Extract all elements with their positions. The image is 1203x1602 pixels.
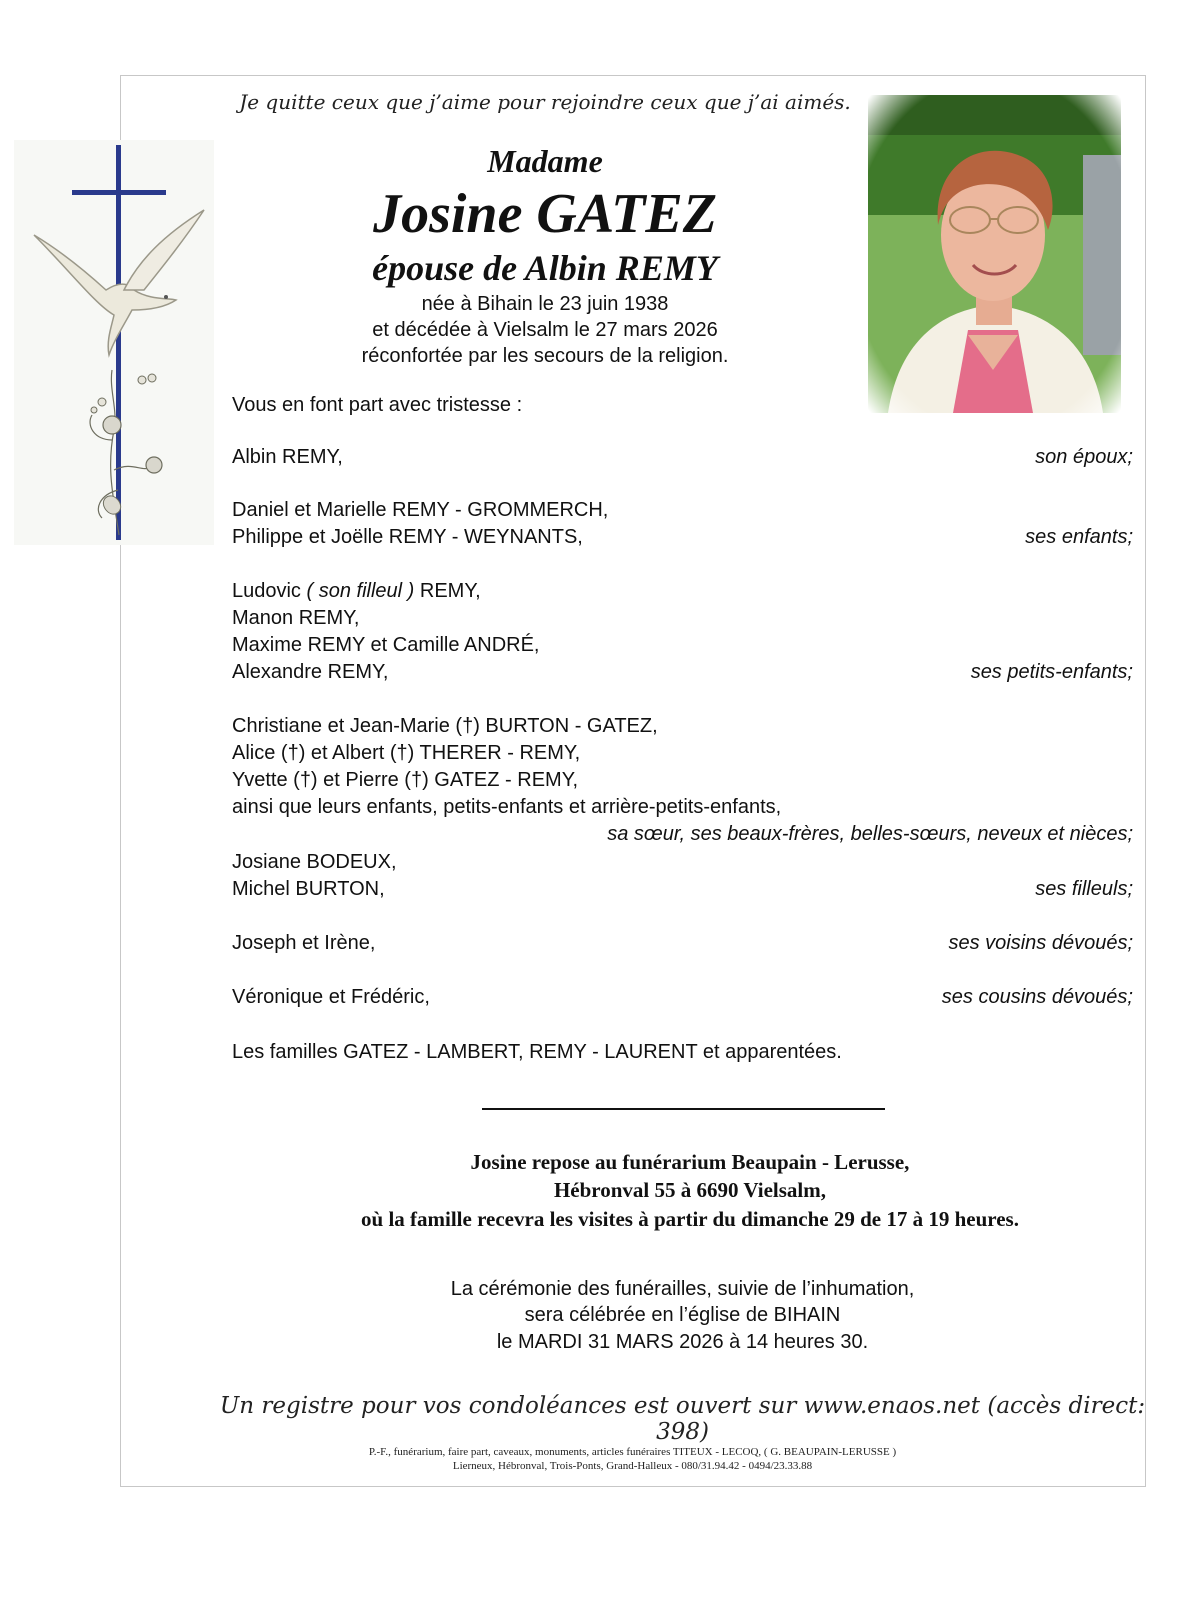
family-line: Daniel et Marielle REMY - GROMMERCH, xyxy=(232,499,609,521)
intro-text: Vous en font part avec tristesse : xyxy=(232,394,523,416)
family-line: Yvette (†) et Pierre (†) GATEZ - REMY, xyxy=(232,769,579,791)
funeral-home-contacts: Lierneux, Hébronval, Trois-Ponts, Grand-Halleux - 080/31.94.42 - 0494/23.33.88 xyxy=(452,1460,813,1472)
family-line: ainsi que leurs enfants, petits-enfants et arrière-petits-enfants, xyxy=(232,796,782,818)
family-name: Ludovic xyxy=(232,580,307,602)
epitaph-quote: Je quitte ceux que j’aime pour rejoindre ceux que j’ai aimés. xyxy=(239,90,851,114)
family-line: Maxime REMY et Camille ANDRÉ, xyxy=(232,634,540,656)
portrait-photo xyxy=(868,95,1121,413)
relation-label: son époux; xyxy=(1035,446,1133,468)
separator-rule xyxy=(482,1108,885,1110)
family-name: REMY, xyxy=(414,580,481,602)
ceremony-line: La cérémonie des funérailles, suivie de l’inhumation, xyxy=(450,1278,915,1300)
ceremony-line: le MARDI 31 MARS 2026 à 14 heures 30. xyxy=(496,1331,869,1353)
title-madame: Madame xyxy=(487,143,603,179)
deceased-name: Josine GATEZ xyxy=(373,183,717,245)
death-info: et décédée à Vielsalm le 27 mars 2026 xyxy=(372,319,718,341)
birth-info: née à Bihain le 23 juin 1938 xyxy=(421,293,669,315)
cross-dove-flowers-icon xyxy=(14,140,214,545)
visitation-line: Hébronval 55 à 6690 Vielsalm, xyxy=(553,1178,827,1202)
family-line: Joseph et Irène, xyxy=(232,932,376,954)
family-line: Albin REMY, xyxy=(232,446,343,468)
visitation-line: Josine repose au funérarium Beaupain - Lerusse, xyxy=(470,1150,910,1174)
family-line: Philippe et Joëlle REMY - WEYNANTS, xyxy=(232,526,583,548)
spouse-line: épouse de Albin REMY xyxy=(372,248,718,288)
ceremony-line: sera célébrée en l’église de BIHAIN xyxy=(524,1304,841,1326)
relation-label: ses enfants; xyxy=(1025,526,1133,548)
family-line: Josiane BODEUX, xyxy=(232,851,397,873)
relation-label: ses petits-enfants; xyxy=(970,661,1133,683)
relation-label: sa sœur, ses beaux-frères, belles-sœurs, neveux et nièces; xyxy=(607,823,1133,845)
family-line: Christiane et Jean-Marie (†) BURTON - GATEZ, xyxy=(232,715,658,737)
family-line: Véronique et Frédéric, xyxy=(232,986,430,1008)
funeral-home-footer: P.-F., funérarium, faire part, caveaux, monuments, articles funéraires TITEUX - LECOQ, ( G. BEAUPAIN-LERUSSE ) xyxy=(368,1446,897,1458)
relation-label: ses voisins dévoués; xyxy=(948,932,1133,954)
family-line: Les familles GATEZ - LAMBERT, REMY - LAURENT et apparentées. xyxy=(232,1041,842,1063)
family-line xyxy=(232,580,481,603)
relation-label: ses filleuls; xyxy=(1035,878,1133,900)
family-line: Michel BURTON, xyxy=(232,878,385,900)
family-line: Alice (†) et Albert (†) THERER - REMY, xyxy=(232,742,581,764)
family-line: Alexandre REMY, xyxy=(232,661,389,683)
godson-note: ( son filleul ) xyxy=(306,580,415,602)
family-line: Manon REMY, xyxy=(232,607,360,629)
religion-info: réconfortée par les secours de la religion. xyxy=(361,345,729,367)
condolence-register: Un registre pour vos condoléances est ouvert sur www.enaos.net (accès direct: 398) xyxy=(219,1393,1146,1445)
visitation-line: où la famille recevra les visites à partir du dimanche 29 de 17 à 19 heures. xyxy=(361,1207,1019,1231)
relation-label: ses cousins dévoués; xyxy=(941,986,1133,1008)
